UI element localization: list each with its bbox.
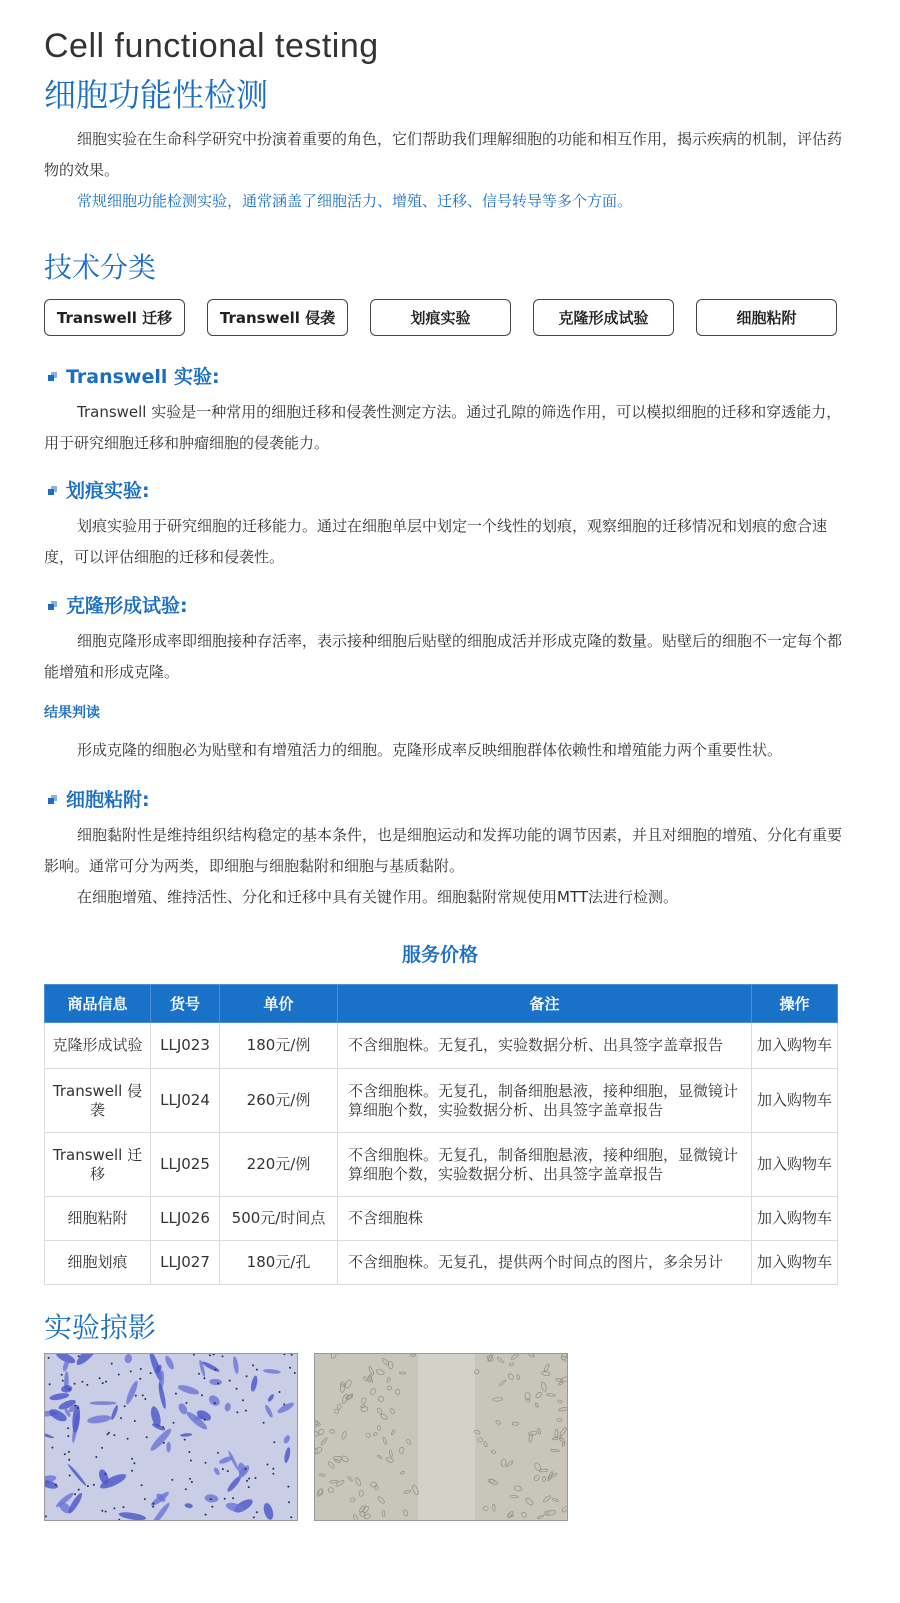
gallery bbox=[44, 1353, 568, 1521]
cell-note: 不含细胞株 bbox=[338, 1197, 752, 1241]
cell-price: 220元/例 bbox=[220, 1133, 338, 1197]
cell-note: 不含细胞株。无复孔，制备细胞悬液，接种细胞，显微镜计算细胞个数，实验数据分析、出具签字盖章报告 bbox=[338, 1133, 752, 1197]
pricing-title: 服务价格 bbox=[401, 944, 478, 966]
cell-product: 细胞粘附 bbox=[45, 1197, 151, 1241]
col-header-note: 备注 bbox=[338, 985, 752, 1023]
cell-product: Transwell 迁移 bbox=[45, 1133, 151, 1197]
col-header-price: 单价 bbox=[220, 985, 338, 1023]
tag-transwell-migration[interactable]: Transwell 迁移 bbox=[44, 299, 185, 336]
cell-product: Transwell 侵袭 bbox=[45, 1069, 151, 1133]
cell-note: 不含细胞株。无复孔，实验数据分析、出具签字盖章报告 bbox=[338, 1023, 752, 1069]
intro-highlight: 常规细胞功能检测实验，通常涵盖了细胞活力、增殖、迁移、信号转导等多个方面。 bbox=[77, 192, 633, 210]
adhesion-text-2: 在细胞增殖、维持活性、分化和迁移中具有关键作用。细胞黏附常规使用MTT法进行检测。 bbox=[77, 888, 679, 906]
cell-code: LLJ025 bbox=[151, 1133, 220, 1197]
adhesion-title: 细胞粘附: bbox=[66, 789, 150, 811]
clone-heading bbox=[46, 591, 188, 618]
cell-product: 克隆形成试验 bbox=[45, 1023, 151, 1069]
bullet-icon bbox=[46, 598, 60, 612]
clone-title: 克隆形成试验: bbox=[66, 595, 188, 617]
table-header-row bbox=[45, 985, 838, 1023]
transwell-text: Transwell 实验是一种常用的细胞迁移和侵袭性测定方法。通过孔隙的筛选作用，可以模拟细胞的迁移和穿透能力，用于研究细胞迁移和肿瘤细胞的侵袭能力。 bbox=[44, 403, 842, 452]
cell-note: 不含细胞株。无复孔，提供两个时间点的图片，多余另计 bbox=[338, 1241, 752, 1285]
add-to-cart-button[interactable]: 加入购物车 bbox=[752, 1133, 838, 1197]
add-to-cart-button[interactable]: 加入购物车 bbox=[752, 1069, 838, 1133]
table-row bbox=[45, 1069, 838, 1133]
scratch-text: 划痕实验用于研究细胞的迁移能力。通过在细胞单层中划定一个线性的划痕，观察细胞的迁移情况和划痕的愈合速度，可以评估细胞的迁移和侵袭性。 bbox=[44, 517, 828, 566]
tag-cell-adhesion[interactable]: 细胞粘附 bbox=[696, 299, 837, 336]
cell-code: LLJ023 bbox=[151, 1023, 220, 1069]
table-row bbox=[45, 1241, 838, 1285]
scratch-heading bbox=[46, 476, 150, 503]
page-title-cn: 细胞功能性检测 bbox=[44, 76, 269, 114]
cell-code: LLJ026 bbox=[151, 1197, 220, 1241]
add-to-cart-button[interactable]: 加入购物车 bbox=[752, 1241, 838, 1285]
result-text: 形成克隆的细胞必为贴壁和有增殖活力的细胞。克隆形成率反映细胞群体依赖性和增殖能力两个重要性状。 bbox=[77, 741, 783, 759]
adhesion-text-1: 细胞黏附性是维持组织结构稳定的基本条件，也是细胞运动和发挥功能的调节因素，并且对细胞的增殖、分化有重要影响。通常可分为两类，即细胞与细胞黏附和细胞与基质黏附。 bbox=[44, 826, 843, 875]
tag-clone-formation[interactable]: 克隆形成试验 bbox=[533, 299, 674, 336]
cell-price: 180元/孔 bbox=[220, 1241, 338, 1285]
intro-paragraph: 细胞实验在生命科学研究中扮演着重要的角色，它们帮助我们理解细胞的功能和相互作用，揭示疾病的机制，评估药物的效果。 bbox=[44, 130, 843, 179]
transwell-stain-image bbox=[44, 1353, 298, 1521]
scratch-assay-image bbox=[314, 1353, 568, 1521]
pricing-table bbox=[44, 984, 838, 1285]
add-to-cart-button[interactable]: 加入购物车 bbox=[752, 1197, 838, 1241]
gallery-heading: 实验掠影 bbox=[44, 1311, 157, 1344]
bullet-icon bbox=[46, 483, 60, 497]
tag-transwell-invasion[interactable]: Transwell 侵袭 bbox=[207, 299, 348, 336]
scratch-title: 划痕实验: bbox=[66, 480, 150, 502]
result-heading: 结果判读 bbox=[44, 705, 100, 721]
add-to-cart-button[interactable]: 加入购物车 bbox=[752, 1023, 838, 1069]
table-row bbox=[45, 1023, 838, 1069]
table-row bbox=[45, 1197, 838, 1241]
tag-scratch-assay[interactable]: 划痕实验 bbox=[370, 299, 511, 336]
cell-code: LLJ027 bbox=[151, 1241, 220, 1285]
cell-product: 细胞划痕 bbox=[45, 1241, 151, 1285]
table-row bbox=[45, 1133, 838, 1197]
cell-price: 500元/时间点 bbox=[220, 1197, 338, 1241]
transwell-heading bbox=[46, 362, 220, 389]
cell-price: 260元/例 bbox=[220, 1069, 338, 1133]
col-header-product: 商品信息 bbox=[45, 985, 151, 1023]
page-title-en: Cell functional testing bbox=[44, 27, 379, 65]
transwell-title: Transwell 实验: bbox=[66, 366, 220, 388]
bullet-icon bbox=[46, 369, 60, 383]
cell-price: 180元/例 bbox=[220, 1023, 338, 1069]
adhesion-heading bbox=[46, 785, 150, 812]
clone-text: 细胞克隆形成率即细胞接种存活率，表示接种细胞后贴壁的细胞成活并形成克隆的数量。贴壁后的细胞不一定每个都能增殖和形成克隆。 bbox=[44, 632, 843, 681]
col-header-code: 货号 bbox=[151, 985, 220, 1023]
tech-heading: 技术分类 bbox=[44, 251, 157, 284]
cell-note: 不含细胞株。无复孔，制备细胞悬液，接种细胞，显微镜计算细胞个数，实验数据分析、出具签字盖章报告 bbox=[338, 1069, 752, 1133]
col-header-action: 操作 bbox=[752, 985, 838, 1023]
bullet-icon bbox=[46, 792, 60, 806]
tech-tags bbox=[44, 299, 837, 339]
cell-code: LLJ024 bbox=[151, 1069, 220, 1133]
